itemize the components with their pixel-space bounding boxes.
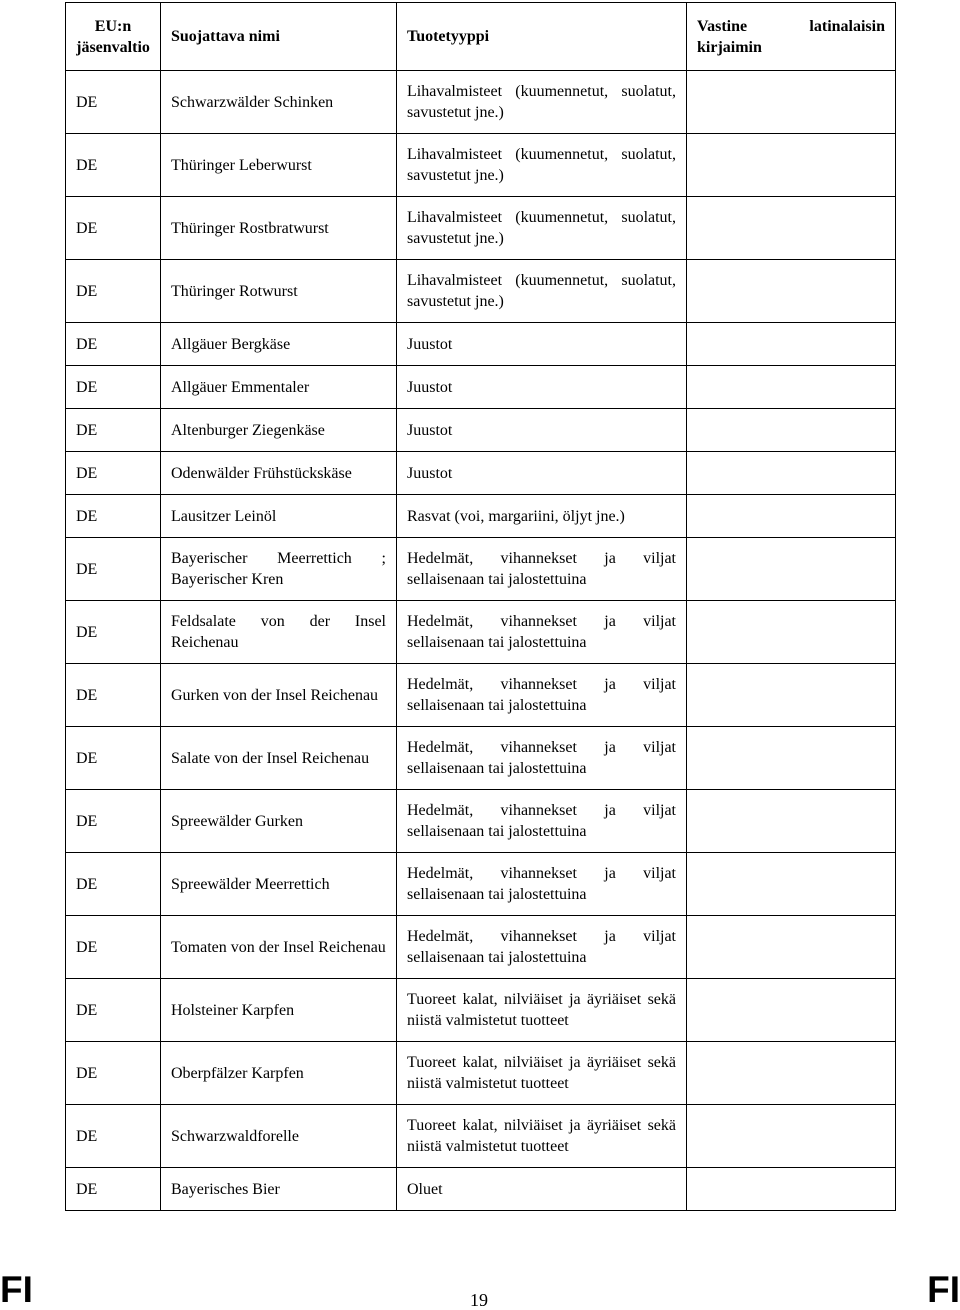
cell-latin xyxy=(687,71,896,134)
cell-state: DE xyxy=(66,853,161,916)
cell-type: Lihavalmisteet (kuumennetut, suolatut, savustetut jne.) xyxy=(397,71,687,134)
cell-latin xyxy=(687,979,896,1042)
page-number: 19 xyxy=(470,1290,488,1310)
cell-name: Bayerisches Bier xyxy=(161,1168,397,1211)
cell-latin xyxy=(687,1168,896,1211)
cell-type: Juustot xyxy=(397,409,687,452)
cell-type: Lihavalmisteet (kuumennetut, suolatut, savustetut jne.) xyxy=(397,260,687,323)
cell-state: DE xyxy=(66,1105,161,1168)
table-row xyxy=(66,409,896,452)
cell-latin xyxy=(687,260,896,323)
table-row xyxy=(66,538,896,601)
cell-latin xyxy=(687,366,896,409)
footer-language-code-right: FI xyxy=(927,1269,960,1310)
cell-type: Lihavalmisteet (kuumennetut, suolatut, savustetut jne.) xyxy=(397,134,687,197)
cell-latin xyxy=(687,664,896,727)
cell-name: Bayerischer Meerrettich ; Bayerischer Kren xyxy=(161,538,397,601)
cell-type: Oluet xyxy=(397,1168,687,1211)
cell-state: DE xyxy=(66,197,161,260)
cell-name: Thüringer Rostbratwurst xyxy=(161,197,397,260)
cell-type: Tuoreet kalat, nilviäiset ja äyriäiset sekä niistä valmistetut tuotteet xyxy=(397,979,687,1042)
cell-name: Schwarzwaldforelle xyxy=(161,1105,397,1168)
cell-latin xyxy=(687,916,896,979)
cell-type: Juustot xyxy=(397,366,687,409)
cell-latin xyxy=(687,727,896,790)
table-row xyxy=(66,853,896,916)
cell-type: Lihavalmisteet (kuumennetut, suolatut, savustetut jne.) xyxy=(397,197,687,260)
table-row xyxy=(66,260,896,323)
table-row xyxy=(66,916,896,979)
cell-state: DE xyxy=(66,790,161,853)
protected-names-table xyxy=(65,2,896,1211)
cell-name: Spreewälder Meerrettich xyxy=(161,853,397,916)
cell-type: Tuoreet kalat, nilviäiset ja äyriäiset sekä niistä valmistetut tuotteet xyxy=(397,1042,687,1105)
header-member-state: EU:n jäsenvaltio xyxy=(66,3,161,71)
table-row xyxy=(66,727,896,790)
cell-type: Hedelmät, vihannekset ja viljat sellaisenaan tai jalostettuina xyxy=(397,664,687,727)
footer-language-code-left: FI xyxy=(0,1269,33,1310)
table-row xyxy=(66,601,896,664)
cell-latin xyxy=(687,1105,896,1168)
table-row xyxy=(66,1168,896,1211)
cell-type: Hedelmät, vihannekset ja viljat sellaisenaan tai jalostettuina xyxy=(397,916,687,979)
table-row xyxy=(66,323,896,366)
table-row xyxy=(66,790,896,853)
cell-name: Spreewälder Gurken xyxy=(161,790,397,853)
cell-latin xyxy=(687,790,896,853)
header-protected-name: Suojattava nimi xyxy=(161,3,397,71)
cell-name: Salate von der Insel Reichenau xyxy=(161,727,397,790)
table-row xyxy=(66,495,896,538)
cell-type: Juustot xyxy=(397,452,687,495)
cell-latin xyxy=(687,1042,896,1105)
cell-state: DE xyxy=(66,664,161,727)
table-row xyxy=(66,197,896,260)
cell-name: Holsteiner Karpfen xyxy=(161,979,397,1042)
cell-latin xyxy=(687,601,896,664)
cell-type: Hedelmät, vihannekset ja viljat sellaisenaan tai jalostettuina xyxy=(397,601,687,664)
cell-state: DE xyxy=(66,71,161,134)
cell-state: DE xyxy=(66,916,161,979)
cell-latin xyxy=(687,538,896,601)
cell-name: Allgäuer Bergkäse xyxy=(161,323,397,366)
cell-state: DE xyxy=(66,495,161,538)
cell-state: DE xyxy=(66,366,161,409)
cell-state: DE xyxy=(66,601,161,664)
table-row xyxy=(66,1042,896,1105)
cell-type: Rasvat (voi, margariini, öljyt jne.) xyxy=(397,495,687,538)
cell-name: Odenwälder Frühstückskäse xyxy=(161,452,397,495)
cell-latin xyxy=(687,495,896,538)
cell-name: Oberpfälzer Karpfen xyxy=(161,1042,397,1105)
table-row xyxy=(66,71,896,134)
cell-type: Hedelmät, vihannekset ja viljat sellaisenaan tai jalostettuina xyxy=(397,790,687,853)
cell-latin xyxy=(687,409,896,452)
cell-latin xyxy=(687,197,896,260)
cell-latin xyxy=(687,323,896,366)
cell-name: Lausitzer Leinöl xyxy=(161,495,397,538)
cell-latin xyxy=(687,853,896,916)
cell-name: Thüringer Leberwurst xyxy=(161,134,397,197)
cell-type: Hedelmät, vihannekset ja viljat sellaisenaan tai jalostettuina xyxy=(397,727,687,790)
header-latin-equivalent: Vastine latinalaisin kirjaimin xyxy=(687,3,896,71)
cell-state: DE xyxy=(66,323,161,366)
table-row xyxy=(66,979,896,1042)
cell-type: Hedelmät, vihannekset ja viljat sellaisenaan tai jalostettuina xyxy=(397,538,687,601)
cell-name: Altenburger Ziegenkäse xyxy=(161,409,397,452)
cell-state: DE xyxy=(66,979,161,1042)
cell-state: DE xyxy=(66,1168,161,1211)
cell-type: Juustot xyxy=(397,323,687,366)
cell-state: DE xyxy=(66,134,161,197)
table-row xyxy=(66,664,896,727)
cell-state: DE xyxy=(66,409,161,452)
cell-name: Thüringer Rotwurst xyxy=(161,260,397,323)
cell-type: Tuoreet kalat, nilviäiset ja äyriäiset sekä niistä valmistetut tuotteet xyxy=(397,1105,687,1168)
cell-state: DE xyxy=(66,260,161,323)
cell-latin xyxy=(687,134,896,197)
cell-state: DE xyxy=(66,452,161,495)
cell-name: Schwarzwälder Schinken xyxy=(161,71,397,134)
table-row xyxy=(66,452,896,495)
header-product-type: Tuotetyyppi xyxy=(397,3,687,71)
cell-name: Gurken von der Insel Reichenau xyxy=(161,664,397,727)
table-row xyxy=(66,366,896,409)
cell-state: DE xyxy=(66,727,161,790)
cell-state: DE xyxy=(66,538,161,601)
cell-latin xyxy=(687,452,896,495)
table-row xyxy=(66,134,896,197)
table-header-row xyxy=(66,3,896,71)
table-row xyxy=(66,1105,896,1168)
cell-name: Feldsalate von der Insel Reichenau xyxy=(161,601,397,664)
cell-state: DE xyxy=(66,1042,161,1105)
cell-name: Allgäuer Emmentaler xyxy=(161,366,397,409)
cell-type: Hedelmät, vihannekset ja viljat sellaisenaan tai jalostettuina xyxy=(397,853,687,916)
cell-name: Tomaten von der Insel Reichenau xyxy=(161,916,397,979)
